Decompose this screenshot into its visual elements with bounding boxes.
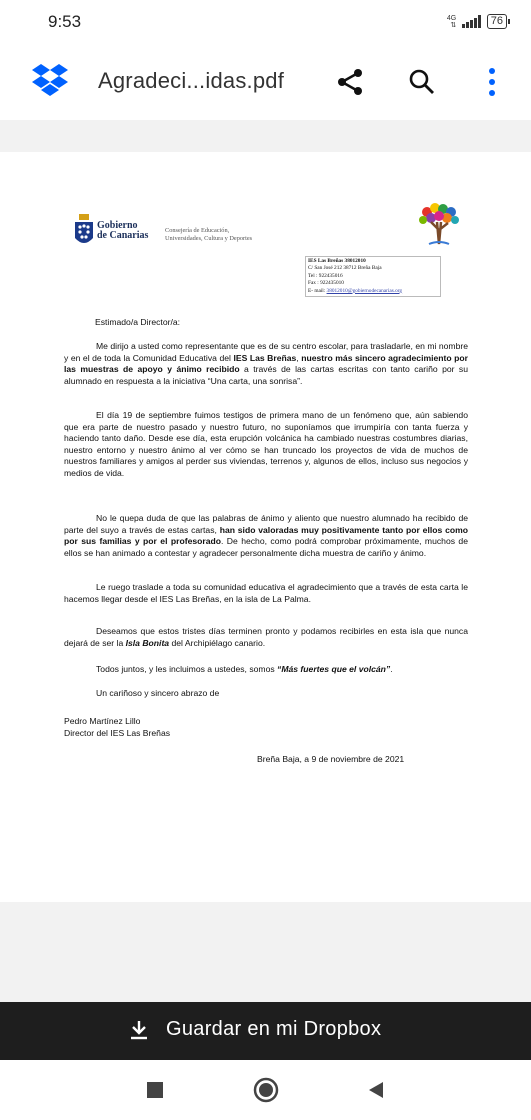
save-label: Guardar en mi Dropbox <box>166 1018 382 1040</box>
school-tree-logo-icon <box>417 202 461 246</box>
email-link[interactable]: 38012010@gobiernodecanarias.org <box>326 287 403 294</box>
letter-date: Breña Baja, a 9 de noviembre de 2021 <box>257 754 405 764</box>
back-button[interactable] <box>362 1076 390 1104</box>
signal-icon <box>462 15 481 28</box>
letter-paragraph-3: No le quepa duda de que las palabras de ánimo y aliento que nuestro alumnado ha recibido de parte del suyo a través de estas cartas, han sido valoradas muy positivamente tanto por ellos como por sus familias y por el profesorado. De hecho, como podrá comprobar próximamente, muchos de ellos se han animado a contestar y agradecer personalmente dicha muestra de cariño y ánimo. <box>64 513 468 558</box>
network-indicator: 4G ⇅ <box>446 14 457 29</box>
letter-paragraph-5: Deseamos que estos tristes días terminen pronto y podamos recibirles en esta isla que nunca dejará de ser la Isla Bonita del Archipiélago canario. <box>64 626 468 648</box>
download-icon <box>128 1019 150 1041</box>
letter-salutation: Estimado/a Director/a: <box>95 317 181 327</box>
search-button[interactable] <box>402 62 442 102</box>
more-vert-icon <box>487 67 497 97</box>
status-time: 9:53 <box>48 12 82 31</box>
coat-of-arms-icon <box>74 214 94 248</box>
share-icon <box>336 68 364 96</box>
letter-paragraph-2: El día 19 de septiembre fuimos testigos de primera mano de un fenómeno que, aún sabiendo que era parte de nuestro pasado y nuestro futuro, no suponíamos que irrumpiría con tanta fuerza y haciendo tanto daño. Desde ese día, esta erupción volcánica ha cambiado nuestras costumbres diarias, nuestro entorno y nuestro ánimo al ver cómo se han truncado los proyectos de vida de muchos de nuestros familiares y amigos al perder sus viviendas, terrenos y, algunos de ellos, incluso sus negocios y medios de vida. <box>64 410 468 478</box>
share-button[interactable] <box>330 62 370 102</box>
letter-paragraph-4: Le ruego traslade a toda su comunidad educativa el agradecimiento que a través de esta carta le hacemos llegar desde el IES Las Breñas, en la isla de La Palma. <box>64 582 468 604</box>
save-to-dropbox-button[interactable] <box>0 1002 531 1060</box>
gobierno-canarias-logo <box>74 214 148 248</box>
gobierno-text: Gobierno de Canarias <box>97 220 149 241</box>
consejeria-text: Consejería de Educación, Universidades, Cultura y Deportes <box>165 227 253 242</box>
triangle-back-icon <box>367 1081 385 1099</box>
search-icon <box>408 68 436 96</box>
pdf-page[interactable] <box>0 152 531 902</box>
pdf-viewer-background <box>0 120 531 152</box>
square-icon <box>147 1082 163 1098</box>
pdf-viewer-background-bottom <box>0 902 531 1002</box>
signer-name: Pedro Martínez Lillo <box>64 716 141 726</box>
status-icons <box>447 14 507 29</box>
system-nav-bar <box>0 1060 531 1120</box>
document-title: Agradeci...idas.pdf <box>98 68 285 93</box>
signer-title: Director del IES Las Breñas <box>64 728 171 738</box>
dropbox-logo-icon[interactable] <box>32 64 68 98</box>
home-button[interactable] <box>252 1076 280 1104</box>
battery-level: 76 <box>490 15 503 27</box>
letter-closing: Un cariñoso y sincero abrazo de <box>96 688 220 698</box>
letter-paragraph-1: Me dirijo a usted como representante que es de su centro escolar, para trasladarle, en mi nombre y en el de toda la Comunidad Educativa del IES Las Breñas, nuestro más sincero agradecimiento por las muestras de apoyo y ánimo recibido a través de las cartas escritas con tanto cariño por su alumnado en respuesta a la iniciativa “Una carta, una sonrisa”. <box>64 341 469 386</box>
recents-button[interactable] <box>141 1076 169 1104</box>
circle-icon <box>253 1077 279 1103</box>
battery-icon <box>487 14 507 29</box>
more-options-button[interactable] <box>472 62 512 102</box>
letter-paragraph-6: Todos juntos, y les incluimos a ustedes, somos “Más fuertes que el volcán”. <box>96 664 393 674</box>
app-bar <box>0 44 531 120</box>
status-bar <box>0 0 531 44</box>
school-address-block: IES Las Breñas 38012010 C/ San José 212 38712 Breña Baja Tel : 922435016 Fax : 922435010 E- mail: 38012010@gobiernodecanarias.org <box>305 256 441 297</box>
